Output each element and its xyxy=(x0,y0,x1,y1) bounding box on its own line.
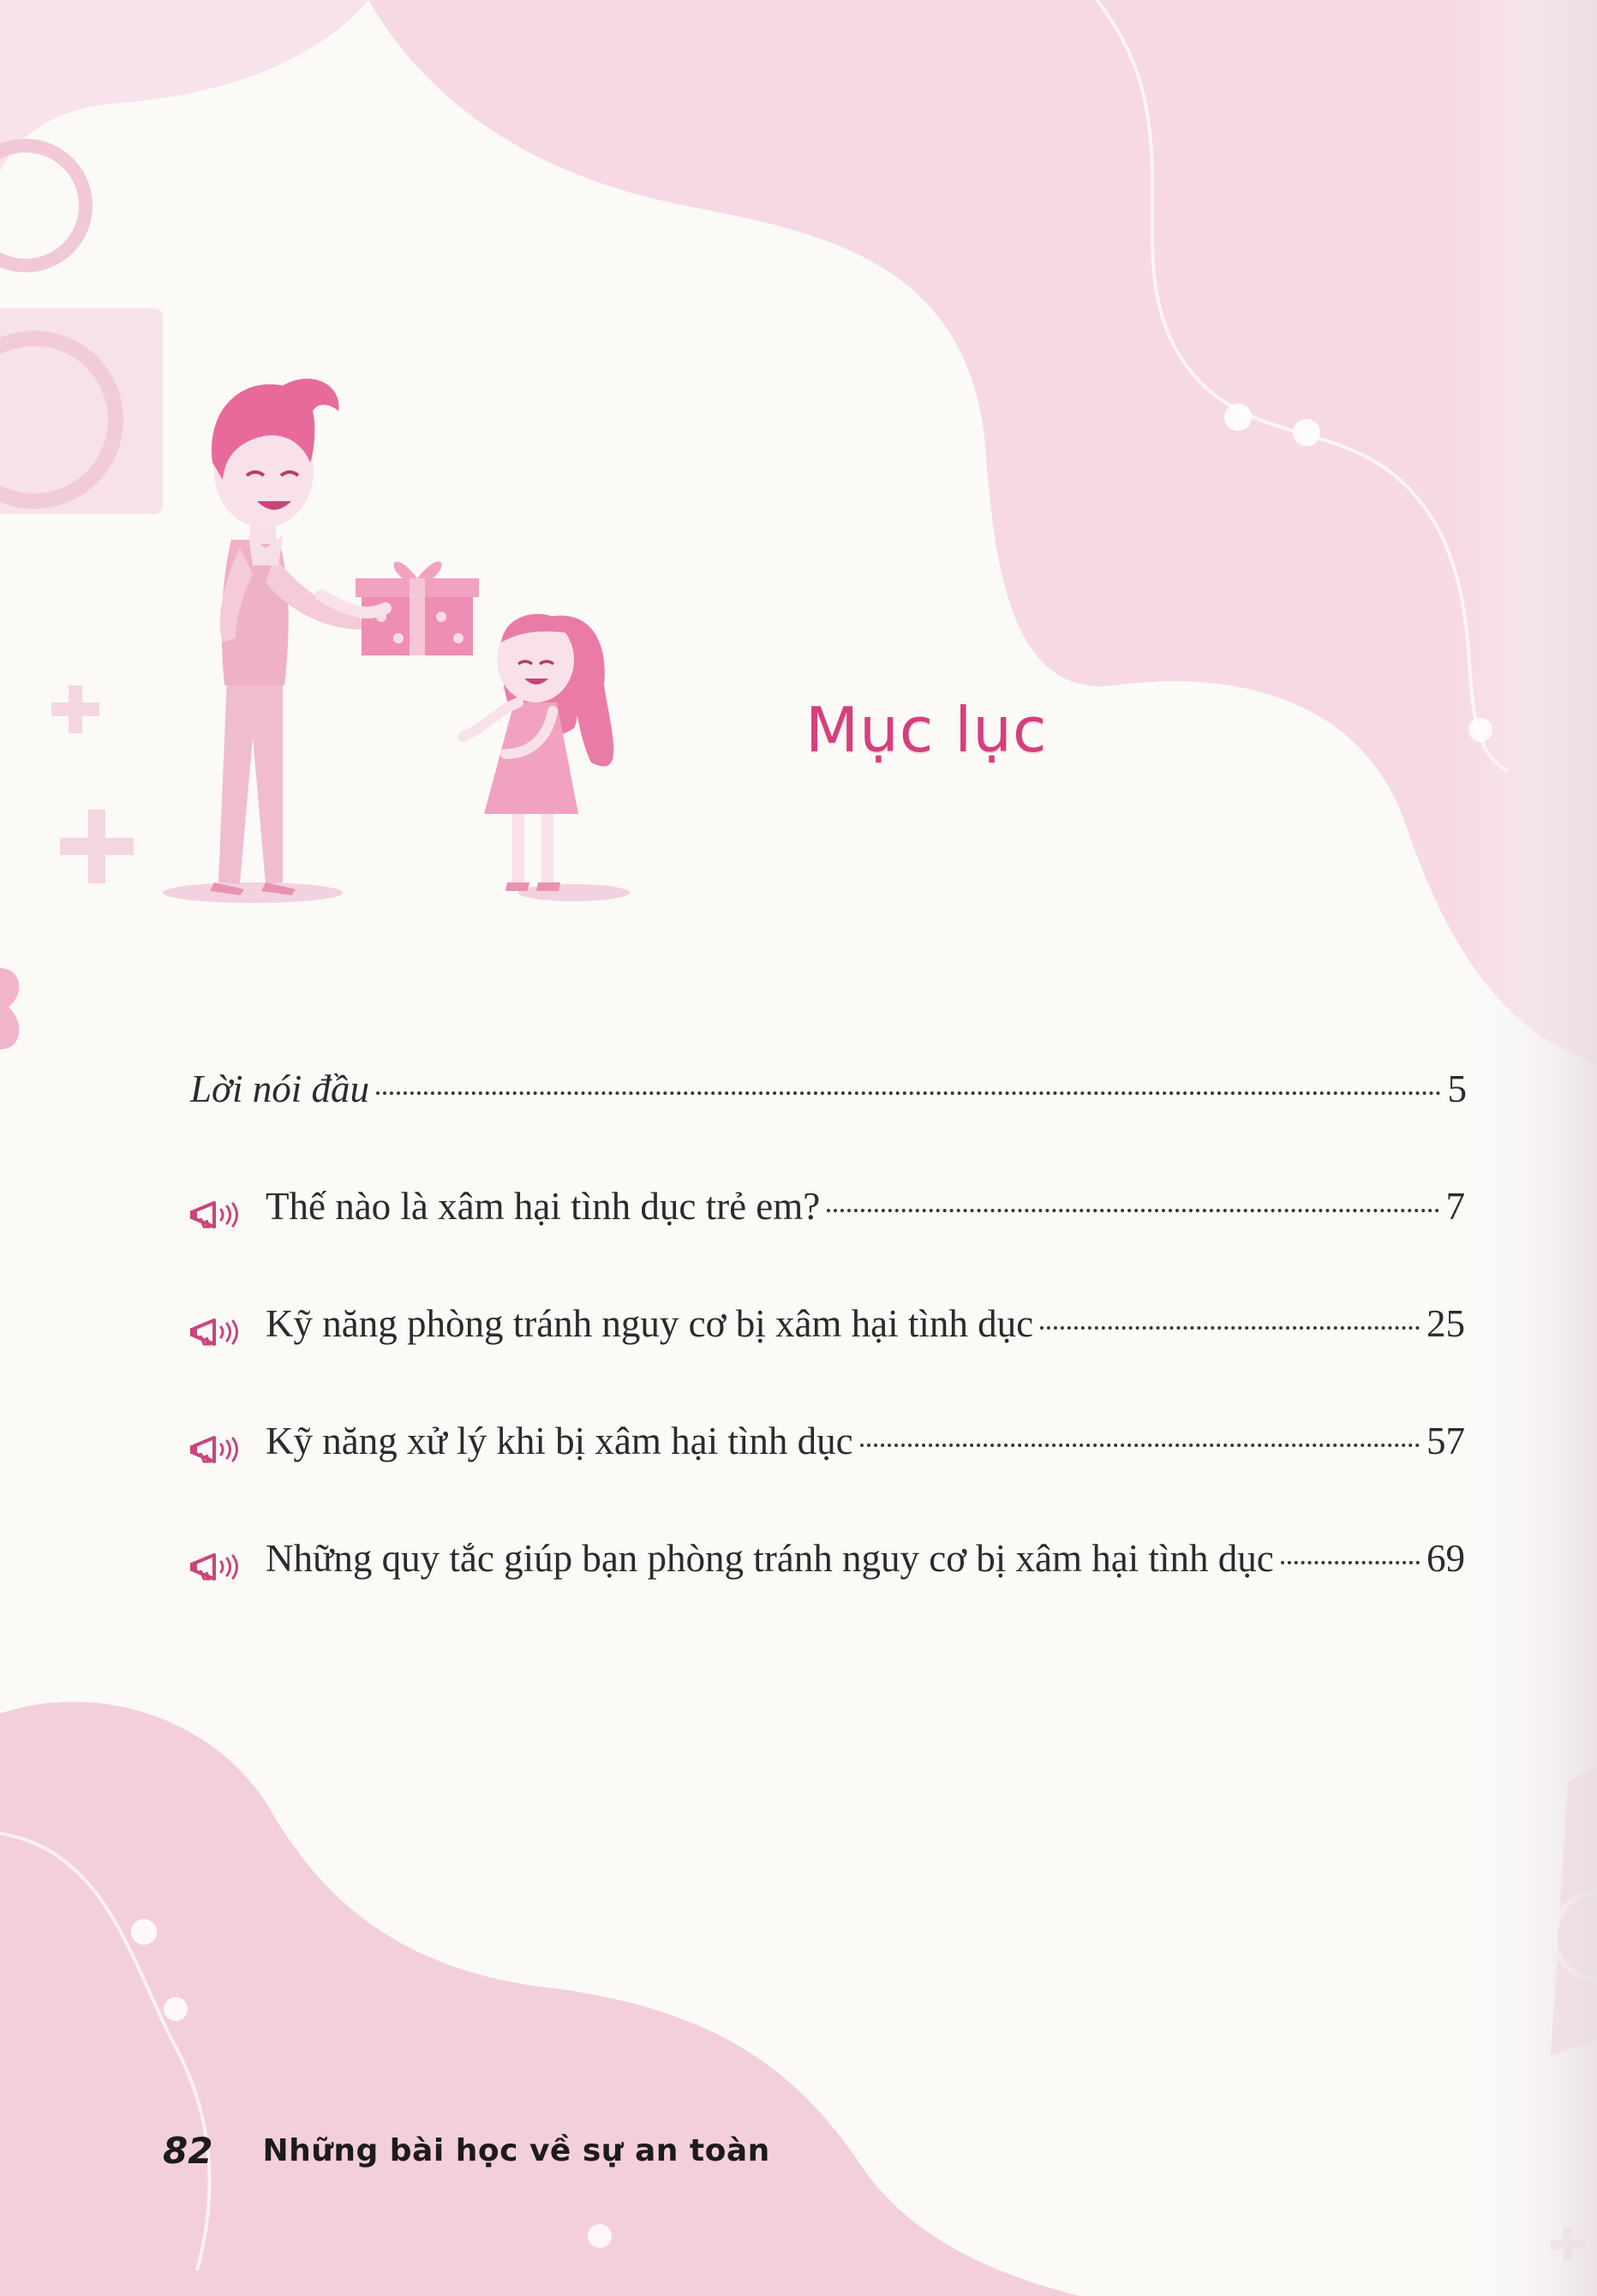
running-footer xyxy=(163,2120,770,2180)
toc-entry-title: Thế nào là xâm hại tình dục trẻ em? xyxy=(266,1185,821,1228)
page-title: Mục lục xyxy=(805,694,1048,766)
toc-entry xyxy=(188,1419,1465,1479)
toc-entry-page: 25 xyxy=(1427,1302,1465,1345)
page-number: 82 xyxy=(163,2129,213,2172)
toc-entry-title: Những quy tắc giúp bạn phòng tránh nguy cơ bị xâm hại tình dục xyxy=(266,1537,1274,1580)
toc-entry-title: Kỹ năng xử lý khi bị xâm hại tình dục xyxy=(266,1420,853,1462)
toc-entry-page: 57 xyxy=(1427,1420,1465,1462)
toc-entry xyxy=(188,1536,1465,1596)
megaphone-icon xyxy=(188,1432,242,1466)
dot-leader xyxy=(376,1091,1440,1095)
megaphone-icon xyxy=(188,1549,242,1583)
dot-leader xyxy=(827,1209,1438,1212)
megaphone-icon xyxy=(188,1314,242,1348)
toc-entry-page: 5 xyxy=(1447,1067,1467,1110)
book-title: Những bài học về sự an toàn xyxy=(262,2132,770,2168)
dot-leader xyxy=(1281,1561,1420,1564)
toc-entry-page: 69 xyxy=(1427,1537,1465,1580)
toc-entry-page: 7 xyxy=(1445,1185,1465,1228)
father-gives-gift-to-daughter-illustration xyxy=(146,334,728,917)
toc-entry-title: Lời nói đầu xyxy=(190,1067,370,1110)
toc-entry xyxy=(188,1301,1465,1361)
dot-leader xyxy=(860,1444,1420,1447)
toc-entry xyxy=(188,1184,1465,1244)
toc-entry-title: Kỹ năng phòng tránh nguy cơ bị xâm hại tình dục xyxy=(266,1302,1034,1345)
toc-entry xyxy=(190,1067,1467,1127)
dot-leader xyxy=(1040,1326,1420,1330)
megaphone-icon xyxy=(188,1197,242,1231)
